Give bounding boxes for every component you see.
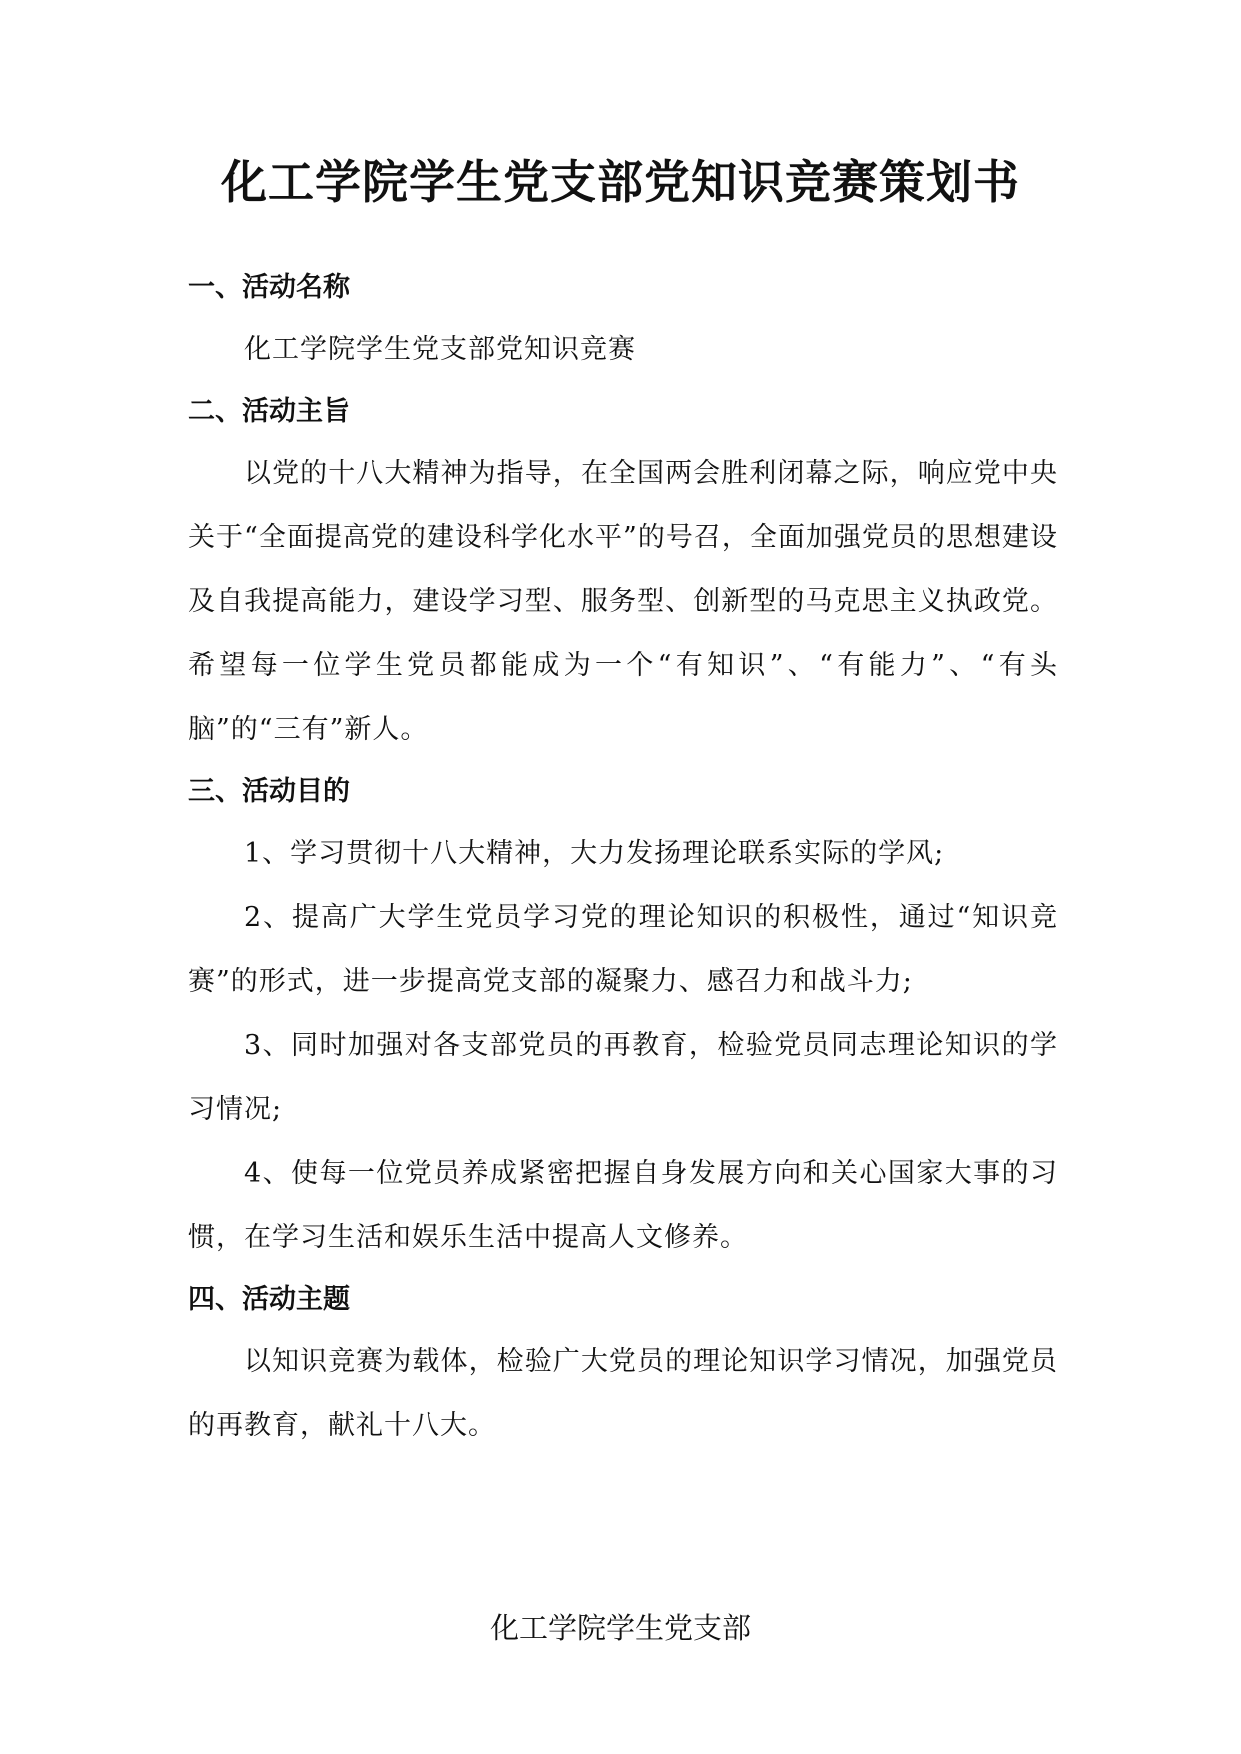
list-item: 1、学习贯彻十八大精神，大力发扬理论联系实际的学风; bbox=[244, 838, 945, 869]
paragraph: 以党的十八大精神为指导，在全国两会胜利闭幕之际，响应党中央关于“全面提高党的建设科学化水平”的号召，全面加强党员的思想建设及自我提高能力，建设学习型、服务型、创新型的马克思主义执政党。希望每一位学生党员都能成为一个“有知识”、“有能力”、“有头脑”的“三有”新人。 bbox=[188, 458, 1058, 745]
section-heading: 二、活动主旨 bbox=[188, 396, 350, 427]
section-activity-name bbox=[188, 258, 1058, 382]
paragraph: 化工学院学生党支部党知识竞赛 bbox=[244, 334, 636, 365]
document-body bbox=[188, 258, 1058, 1458]
section-heading: 一、活动名称 bbox=[188, 272, 350, 303]
paragraph: 以知识竞赛为载体，检验广大党员的理论知识学习情况，加强党员的再教育，献礼十八大。 bbox=[188, 1346, 1058, 1441]
document-footer: 化工学院学生党支部 bbox=[489, 1611, 751, 1645]
section-heading: 四、活动主题 bbox=[188, 1284, 350, 1315]
list-item: 3、同时加强对各支部党员的再教育，检验党员同志理论知识的学习情况; bbox=[188, 1030, 1058, 1125]
list-item: 2、提高广大学生党员学习党的理论知识的积极性，通过“知识竞赛”的形式，进一步提高党支部的凝聚力、感召力和战斗力; bbox=[188, 902, 1058, 997]
list-item: 4、使每一位党员养成紧密把握自身发展方向和关心国家大事的习惯，在学习生活和娱乐生活中提高人文修养。 bbox=[188, 1158, 1058, 1253]
section-activity-goals bbox=[188, 762, 1058, 1270]
section-activity-purpose bbox=[188, 382, 1058, 762]
section-heading: 三、活动目的 bbox=[188, 776, 350, 807]
document-title: 化工学院学生党支部党知识竞赛策划书 bbox=[221, 155, 1020, 209]
section-activity-theme bbox=[188, 1270, 1058, 1458]
